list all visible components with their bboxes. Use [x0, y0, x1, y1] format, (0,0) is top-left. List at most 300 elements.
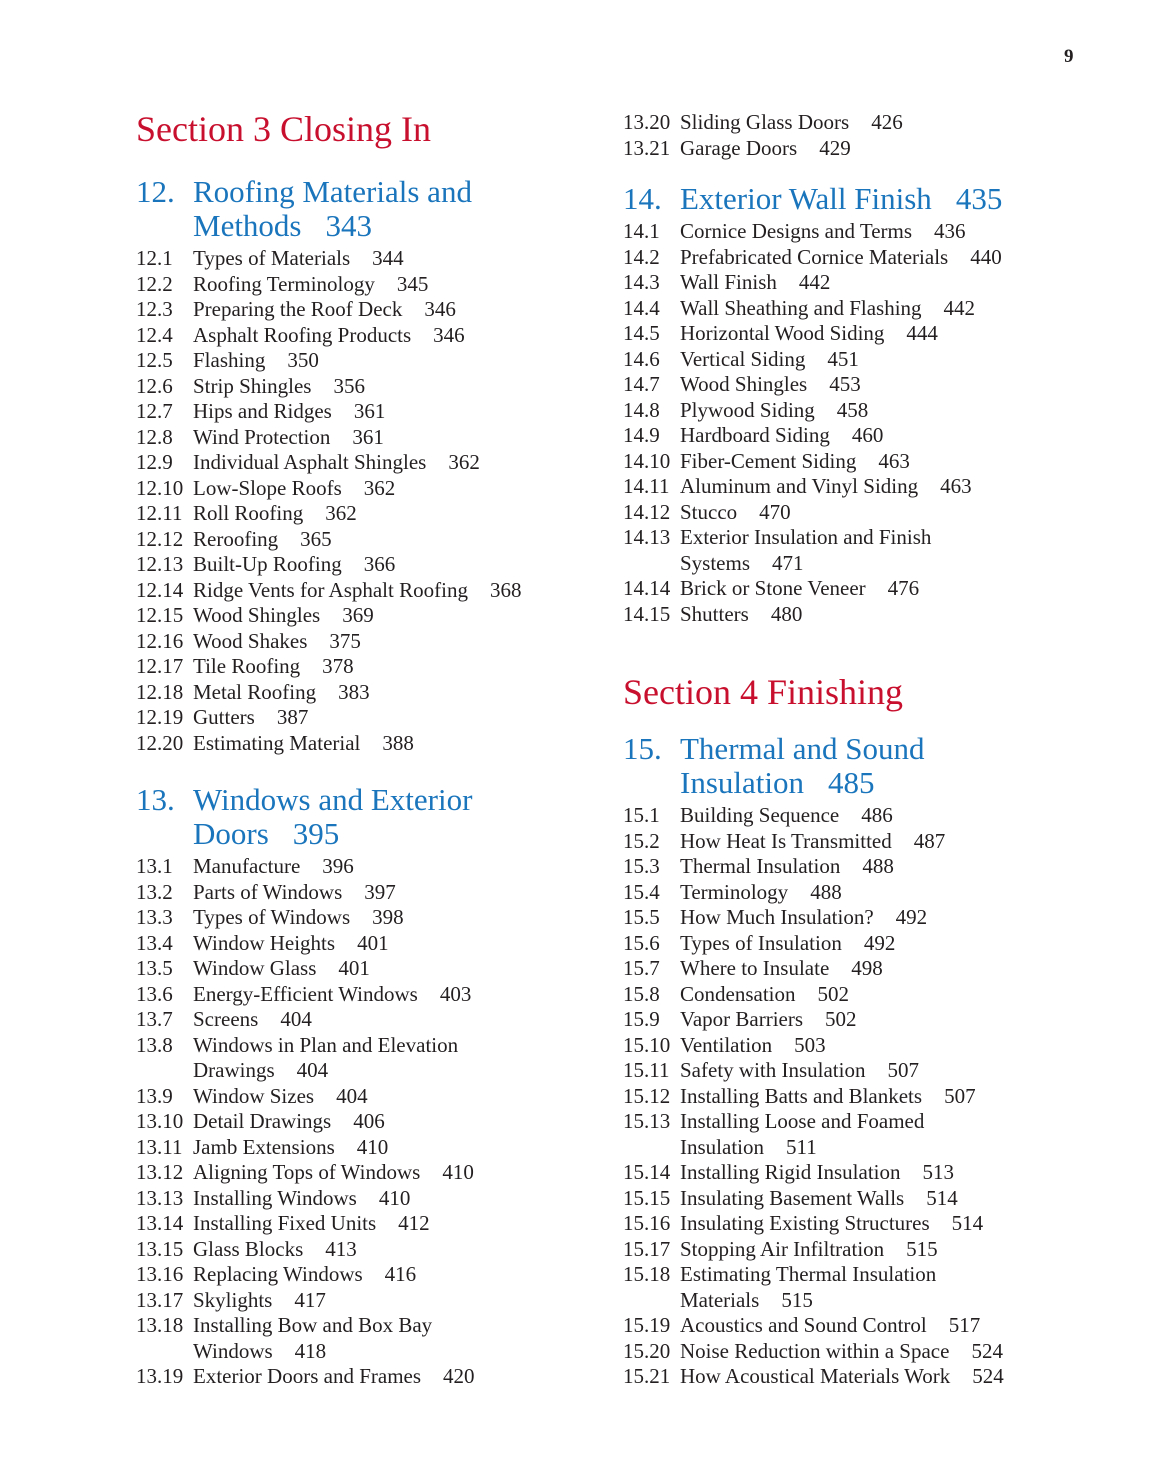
toc-entry[interactable] [623, 474, 1093, 500]
toc-entry[interactable] [623, 296, 1093, 322]
entry-number: 14.15 [623, 601, 671, 626]
toc-entry[interactable] [623, 372, 1093, 398]
entry-number: 14.7 [623, 372, 660, 396]
toc-entry[interactable] [136, 374, 576, 400]
toc-entry[interactable] [136, 629, 576, 655]
entry-title: Window Sizes [193, 1083, 315, 1108]
toc-entry[interactable] [136, 450, 576, 476]
entry-page: 480 [770, 601, 803, 626]
toc-entry[interactable] [623, 110, 1093, 136]
entry-title-continued: Insulation [680, 1134, 764, 1159]
entry-page: 387 [276, 705, 309, 729]
entry-number: 15.13 [623, 1109, 671, 1133]
entry-title: Garage Doors [680, 135, 798, 160]
entry-title-continued: Systems [680, 550, 751, 575]
toc-entry[interactable] [623, 982, 1093, 1008]
entry-number: 12.15 [136, 603, 184, 627]
section-title: Section 3 Closing In [136, 109, 431, 149]
toc-entry[interactable] [623, 270, 1093, 296]
toc-entry[interactable] [623, 829, 1093, 855]
toc-entry[interactable] [136, 1033, 576, 1059]
entry-number: 15.2 [623, 828, 660, 853]
entry-title: Installing Rigid Insulation [680, 1160, 901, 1184]
entry-title: Stopping Air Infiltration [680, 1236, 885, 1261]
toc-entry[interactable] [136, 931, 576, 957]
entry-page: 404 [336, 1083, 368, 1108]
toc-entry[interactable] [136, 854, 576, 880]
toc-entry[interactable] [136, 680, 576, 706]
entry-page: 397 [364, 879, 396, 904]
entry-number: 12.19 [136, 705, 184, 729]
chapter-title: Thermal and Sound Insulation [680, 731, 925, 800]
entry-title: Ventilation [680, 1032, 773, 1057]
entry-page: 453 [829, 372, 861, 396]
entry-number: 13.8 [136, 1032, 173, 1057]
entry-number: 15.12 [623, 1083, 671, 1108]
toc-entry[interactable] [136, 578, 576, 604]
entry-number: 13.18 [136, 1313, 184, 1337]
entry-page: 375 [329, 628, 361, 653]
entry-number: 12.10 [136, 475, 184, 500]
entry-title: Prefabricated Cornice Materials [680, 244, 949, 269]
entry-page: 345 [396, 271, 429, 296]
toc-entry[interactable] [136, 654, 576, 680]
chapter-number: 14. [623, 181, 662, 216]
entry-page: 401 [338, 956, 370, 980]
entry-number: 13.6 [136, 981, 173, 1006]
toc-entry[interactable] [623, 1364, 1093, 1390]
entry-page: 413 [325, 1236, 357, 1261]
entry-title: Wind Protection [193, 424, 331, 449]
entry-number: 14.5 [623, 321, 660, 345]
entry-number: 13.21 [623, 135, 671, 160]
entry-page: 401 [357, 930, 389, 955]
entry-title: Types of Materials [193, 246, 351, 270]
entry-title: Brick or Stone Veneer [680, 576, 866, 600]
entry-number: 13.20 [623, 110, 671, 134]
toc-entry[interactable] [623, 398, 1093, 424]
chapter-heading[interactable] [623, 182, 1002, 216]
toc-entry[interactable] [136, 297, 576, 323]
entry-title: Windows in Plan and Elevation [193, 1032, 459, 1057]
entry-page: 498 [851, 956, 883, 980]
toc-entry[interactable] [136, 1288, 576, 1314]
entry-title: Window Heights [193, 930, 336, 955]
entry-title: Manufacture [193, 854, 301, 878]
entry-number: 12.20 [136, 730, 184, 755]
chapter-title: Roofing Materials and Methods [193, 174, 472, 243]
toc-entry[interactable] [136, 527, 576, 553]
entry-number: 15.20 [623, 1338, 671, 1363]
entry-title: Skylights [193, 1287, 273, 1312]
toc-entry[interactable] [136, 1160, 576, 1186]
entry-page: 361 [353, 399, 386, 423]
entry-title: Hips and Ridges [193, 399, 332, 423]
toc-entry[interactable] [623, 1186, 1093, 1212]
entry-page: 442 [943, 295, 976, 320]
entry-page: 492 [863, 930, 896, 955]
toc-list [623, 803, 1093, 1390]
entry-number: 13.2 [136, 879, 173, 904]
entry-page: 471 [772, 550, 804, 575]
toc-entry[interactable] [136, 348, 576, 374]
chapter-heading[interactable] [136, 175, 576, 243]
entry-page: 396 [322, 854, 354, 878]
entry-page: 346 [424, 297, 456, 321]
toc-entry[interactable] [136, 905, 576, 931]
toc-entry[interactable] [136, 982, 576, 1008]
toc-entry[interactable] [136, 501, 576, 527]
entry-number: 12.14 [136, 577, 184, 602]
entry-page: 486 [861, 803, 893, 827]
entry-title: Sliding Glass Doors [680, 110, 850, 134]
toc-entry[interactable] [623, 1339, 1093, 1365]
entry-page: 511 [786, 1134, 817, 1159]
entry-title: Roofing Terminology [193, 271, 375, 296]
entry-title: Safety with Insulation [680, 1058, 866, 1082]
entry-title: Thermal Insulation [680, 854, 841, 878]
entry-title: Low-Slope Roofs [193, 475, 342, 500]
toc-entry[interactable] [623, 1262, 1093, 1288]
entry-title: Installing Loose and Foamed [680, 1109, 925, 1133]
toc-entry[interactable] [623, 576, 1093, 602]
entry-page: 488 [810, 879, 842, 904]
entry-number: 14.14 [623, 576, 671, 600]
toc-entry[interactable] [623, 880, 1093, 906]
entry-page: 346 [433, 322, 465, 347]
entry-number: 13.13 [136, 1185, 184, 1210]
toc-entry[interactable] [623, 1211, 1093, 1237]
entry-title: Glass Blocks [193, 1236, 304, 1261]
entry-page: 476 [887, 576, 920, 600]
toc-entry[interactable] [623, 1237, 1093, 1263]
entry-page: 406 [353, 1109, 385, 1133]
entry-page: 444 [906, 321, 938, 345]
entry-page: 513 [922, 1160, 954, 1184]
toc-entry[interactable] [623, 1313, 1093, 1339]
page-number: 9 [1064, 46, 1074, 67]
toc-entry[interactable] [136, 705, 576, 731]
entry-number: 15.11 [623, 1058, 670, 1082]
entry-number: 15.5 [623, 905, 660, 929]
toc-entry[interactable] [623, 854, 1093, 880]
entry-title: Installing Fixed Units [193, 1211, 377, 1235]
entry-page: 383 [338, 679, 370, 704]
entry-title: Asphalt Roofing Products [193, 322, 412, 347]
entry-number: 12.5 [136, 348, 173, 372]
entry-title: Window Glass [193, 956, 317, 980]
entry-page: 356 [333, 373, 365, 398]
entry-title: Building Sequence [680, 803, 840, 827]
entry-number: 15.1 [623, 803, 660, 827]
entry-page: 458 [836, 397, 869, 422]
toc-list [623, 110, 1093, 161]
toc-entry[interactable] [136, 1313, 576, 1339]
entry-number: 13.11 [136, 1134, 183, 1159]
toc-entry[interactable] [136, 731, 576, 757]
entry-title: Wall Sheathing and Flashing [680, 295, 922, 320]
toc-entry[interactable] [623, 245, 1093, 271]
entry-number: 12.1 [136, 246, 173, 270]
entry-number: 12.6 [136, 373, 173, 398]
toc-entry[interactable] [623, 136, 1093, 162]
toc-entry-continuation[interactable] [136, 1058, 576, 1084]
entry-number: 15.17 [623, 1236, 671, 1261]
entry-page: 362 [363, 475, 396, 500]
entry-page: 418 [294, 1338, 327, 1363]
entry-number: 12.11 [136, 501, 183, 525]
chapter-title: Exterior Wall Finish [680, 181, 932, 216]
entry-title: Acoustics and Sound Control [680, 1313, 927, 1337]
toc-entry[interactable] [136, 603, 576, 629]
entry-page: 416 [384, 1262, 417, 1286]
entry-page: 515 [781, 1287, 813, 1312]
entry-title: Wood Shakes [193, 628, 308, 653]
entry-title-continued: Windows [193, 1338, 273, 1363]
entry-title: How Much Insulation? [680, 905, 874, 929]
entry-number: 12.9 [136, 450, 173, 474]
toc-entry[interactable] [623, 1033, 1093, 1059]
chapter-page: 485 [828, 765, 875, 800]
entry-title: Horizontal Wood Siding [680, 321, 885, 345]
entry-title: Wood Shingles [193, 603, 321, 627]
entry-page: 369 [342, 603, 374, 627]
entry-number: 15.3 [623, 854, 660, 878]
entry-title: Vapor Barriers [680, 1007, 804, 1031]
entry-page: 507 [887, 1058, 919, 1082]
entry-title: Parts of Windows [193, 879, 343, 904]
entry-number: 12.2 [136, 271, 173, 296]
entry-title: Shutters [680, 601, 749, 626]
entry-page: 440 [970, 244, 1002, 269]
toc-entry-continuation[interactable] [623, 551, 1093, 577]
toc-entry[interactable] [136, 246, 576, 272]
entry-title: Individual Asphalt Shingles [193, 450, 427, 474]
entry-page: 362 [325, 501, 357, 525]
chapter-heading[interactable] [136, 783, 576, 851]
entry-title: Preparing the Roof Deck [193, 297, 403, 321]
toc-entry[interactable] [623, 905, 1093, 931]
entry-title: Cornice Designs and Terms [680, 219, 913, 243]
toc-entry[interactable] [136, 1109, 576, 1135]
toc-entry[interactable] [136, 956, 576, 982]
toc-entry[interactable] [623, 1109, 1093, 1135]
entry-page: 344 [372, 246, 404, 270]
entry-page: 366 [363, 552, 396, 576]
entry-number: 13.3 [136, 905, 173, 929]
entry-title: Types of Windows [193, 905, 351, 929]
chapter-number: 12. [136, 174, 175, 209]
toc-entry[interactable] [136, 1007, 576, 1033]
entry-title: Condensation [680, 981, 796, 1006]
entry-page: 488 [862, 854, 894, 878]
chapter-page: 395 [292, 816, 340, 851]
entry-page: 362 [448, 450, 480, 474]
toc-entry[interactable] [623, 1007, 1093, 1033]
chapter-title: Windows and Exterior Doors [193, 782, 473, 851]
entry-number: 13.19 [136, 1364, 184, 1388]
entry-number: 14.4 [623, 295, 660, 320]
toc-entry[interactable] [136, 1135, 576, 1161]
entry-page: 417 [294, 1287, 326, 1312]
entry-number: 13.14 [136, 1211, 184, 1235]
toc-entry[interactable] [136, 1237, 576, 1263]
entry-title: Jamb Extensions [193, 1134, 335, 1159]
entry-page: 368 [489, 577, 522, 602]
entry-title: How Acoustical Materials Work [680, 1364, 951, 1388]
entry-number: 14.13 [623, 525, 671, 549]
section-title: Section 4 Finishing [623, 672, 904, 712]
toc-entry[interactable] [623, 1160, 1093, 1186]
entry-title: Noise Reduction within a Space [680, 1338, 950, 1363]
entry-page: 388 [382, 730, 414, 755]
toc-entry[interactable] [623, 602, 1093, 628]
entry-page: 398 [372, 905, 404, 929]
toc-entry[interactable] [623, 1058, 1093, 1084]
entry-title: Aluminum and Vinyl Siding [680, 474, 919, 498]
toc-entry-continuation[interactable] [136, 1339, 576, 1365]
entry-page: 350 [287, 348, 319, 372]
entry-number: 13.10 [136, 1109, 184, 1133]
chapter-number: 15. [623, 731, 662, 766]
entry-number: 12.17 [136, 654, 184, 678]
toc-entry[interactable] [136, 1186, 576, 1212]
toc-entry[interactable] [136, 1364, 576, 1390]
entry-number: 15.6 [623, 930, 660, 955]
toc-entry[interactable] [136, 1211, 576, 1237]
toc-entry-continuation[interactable] [623, 1135, 1093, 1161]
entry-page: 502 [825, 1007, 857, 1031]
entry-page: 436 [934, 219, 966, 243]
entry-page: 517 [948, 1313, 981, 1337]
toc-entry[interactable] [623, 423, 1093, 449]
entry-title: Replacing Windows [193, 1262, 363, 1286]
entry-page: 487 [913, 828, 946, 853]
toc-entry[interactable] [136, 1262, 576, 1288]
toc-entry[interactable] [136, 425, 576, 451]
toc-entry[interactable] [136, 476, 576, 502]
entry-title: Exterior Insulation and Finish [680, 525, 932, 549]
entry-title: Aligning Tops of Windows [193, 1160, 421, 1184]
entry-title: Flashing [193, 348, 266, 372]
entry-page: 420 [443, 1364, 475, 1388]
entry-number: 14.12 [623, 499, 671, 524]
entry-number: 14.6 [623, 346, 660, 371]
toc-entry[interactable] [623, 347, 1093, 373]
entry-number: 12.7 [136, 399, 173, 423]
toc-entry[interactable] [623, 525, 1093, 551]
entry-number: 12.13 [136, 552, 184, 576]
toc-entry[interactable] [136, 399, 576, 425]
entry-number: 13.15 [136, 1236, 184, 1261]
toc-entry[interactable] [136, 552, 576, 578]
entry-number: 15.7 [623, 956, 660, 980]
entry-title: Roll Roofing [193, 501, 304, 525]
entry-title: Metal Roofing [193, 679, 317, 704]
entry-number: 12.8 [136, 424, 173, 449]
entry-title: Types of Insulation [680, 930, 842, 955]
entry-title: Estimating Thermal Insulation [680, 1262, 937, 1286]
entry-page: 515 [906, 1236, 938, 1261]
entry-number: 14.3 [623, 270, 660, 294]
entry-page: 460 [851, 423, 884, 447]
toc-entry[interactable] [623, 500, 1093, 526]
entry-title: Insulating Basement Walls [680, 1185, 905, 1210]
entry-title: Vertical Siding [680, 346, 806, 371]
entry-number: 13.9 [136, 1083, 173, 1108]
entry-page: 451 [827, 346, 859, 371]
entry-page: 361 [352, 424, 384, 449]
entry-number: 14.9 [623, 423, 660, 447]
entry-title: Wall Finish [680, 270, 777, 294]
toc-entry[interactable] [623, 449, 1093, 475]
entry-number: 13.1 [136, 854, 173, 878]
entry-number: 15.9 [623, 1007, 660, 1031]
toc-entry[interactable] [623, 1084, 1093, 1110]
entry-number: 15.14 [623, 1160, 671, 1184]
entry-number: 12.3 [136, 297, 173, 321]
entry-number: 15.19 [623, 1313, 671, 1337]
toc-entry[interactable] [623, 956, 1093, 982]
entry-page: 403 [439, 981, 472, 1006]
entry-title-continued: Materials [680, 1287, 760, 1312]
entry-title: Where to Insulate [680, 956, 830, 980]
entry-page: 412 [398, 1211, 430, 1235]
toc-list [136, 854, 576, 1390]
toc-entry[interactable] [136, 880, 576, 906]
entry-title: Insulating Existing Structures [680, 1211, 930, 1235]
entry-number: 15.18 [623, 1262, 671, 1286]
entry-title: Stucco [680, 499, 738, 524]
entry-title: Screens [193, 1007, 259, 1031]
toc-list [623, 219, 1093, 627]
entry-page: 492 [895, 905, 928, 929]
entry-page: 463 [878, 448, 910, 473]
entry-title: Hardboard Siding [680, 423, 830, 447]
entry-page: 470 [759, 499, 791, 524]
entry-number: 14.1 [623, 219, 660, 243]
entry-page: 514 [926, 1185, 958, 1210]
toc-list [136, 246, 576, 756]
entry-title: Estimating Material [193, 730, 361, 755]
entry-number: 15.21 [623, 1364, 671, 1388]
entry-page: 502 [817, 981, 849, 1006]
toc-entry[interactable] [623, 803, 1093, 829]
toc-entry[interactable] [623, 321, 1093, 347]
entry-page: 378 [322, 654, 354, 678]
chapter-heading[interactable] [623, 732, 1093, 800]
entry-page: 514 [951, 1211, 984, 1235]
toc-entry[interactable] [623, 219, 1093, 245]
toc-entry[interactable] [136, 1084, 576, 1110]
entry-title: Wood Shingles [680, 372, 808, 396]
entry-page: 524 [971, 1338, 1003, 1363]
entry-page: 524 [972, 1364, 1004, 1388]
entry-page: 404 [280, 1007, 312, 1031]
entry-title-continued: Drawings [193, 1058, 275, 1082]
entry-number: 15.16 [623, 1211, 671, 1235]
toc-entry[interactable] [623, 931, 1093, 957]
toc-entry-continuation[interactable] [623, 1288, 1093, 1314]
entry-title: Tile Roofing [193, 654, 301, 678]
entry-number: 12.18 [136, 679, 184, 704]
entry-page: 463 [940, 474, 972, 498]
chapter-number: 13. [136, 782, 175, 817]
toc-entry[interactable] [136, 272, 576, 298]
toc-entry[interactable] [136, 323, 576, 349]
entry-title: Energy-Efficient Windows [193, 981, 418, 1006]
entry-number: 14.10 [623, 448, 671, 473]
